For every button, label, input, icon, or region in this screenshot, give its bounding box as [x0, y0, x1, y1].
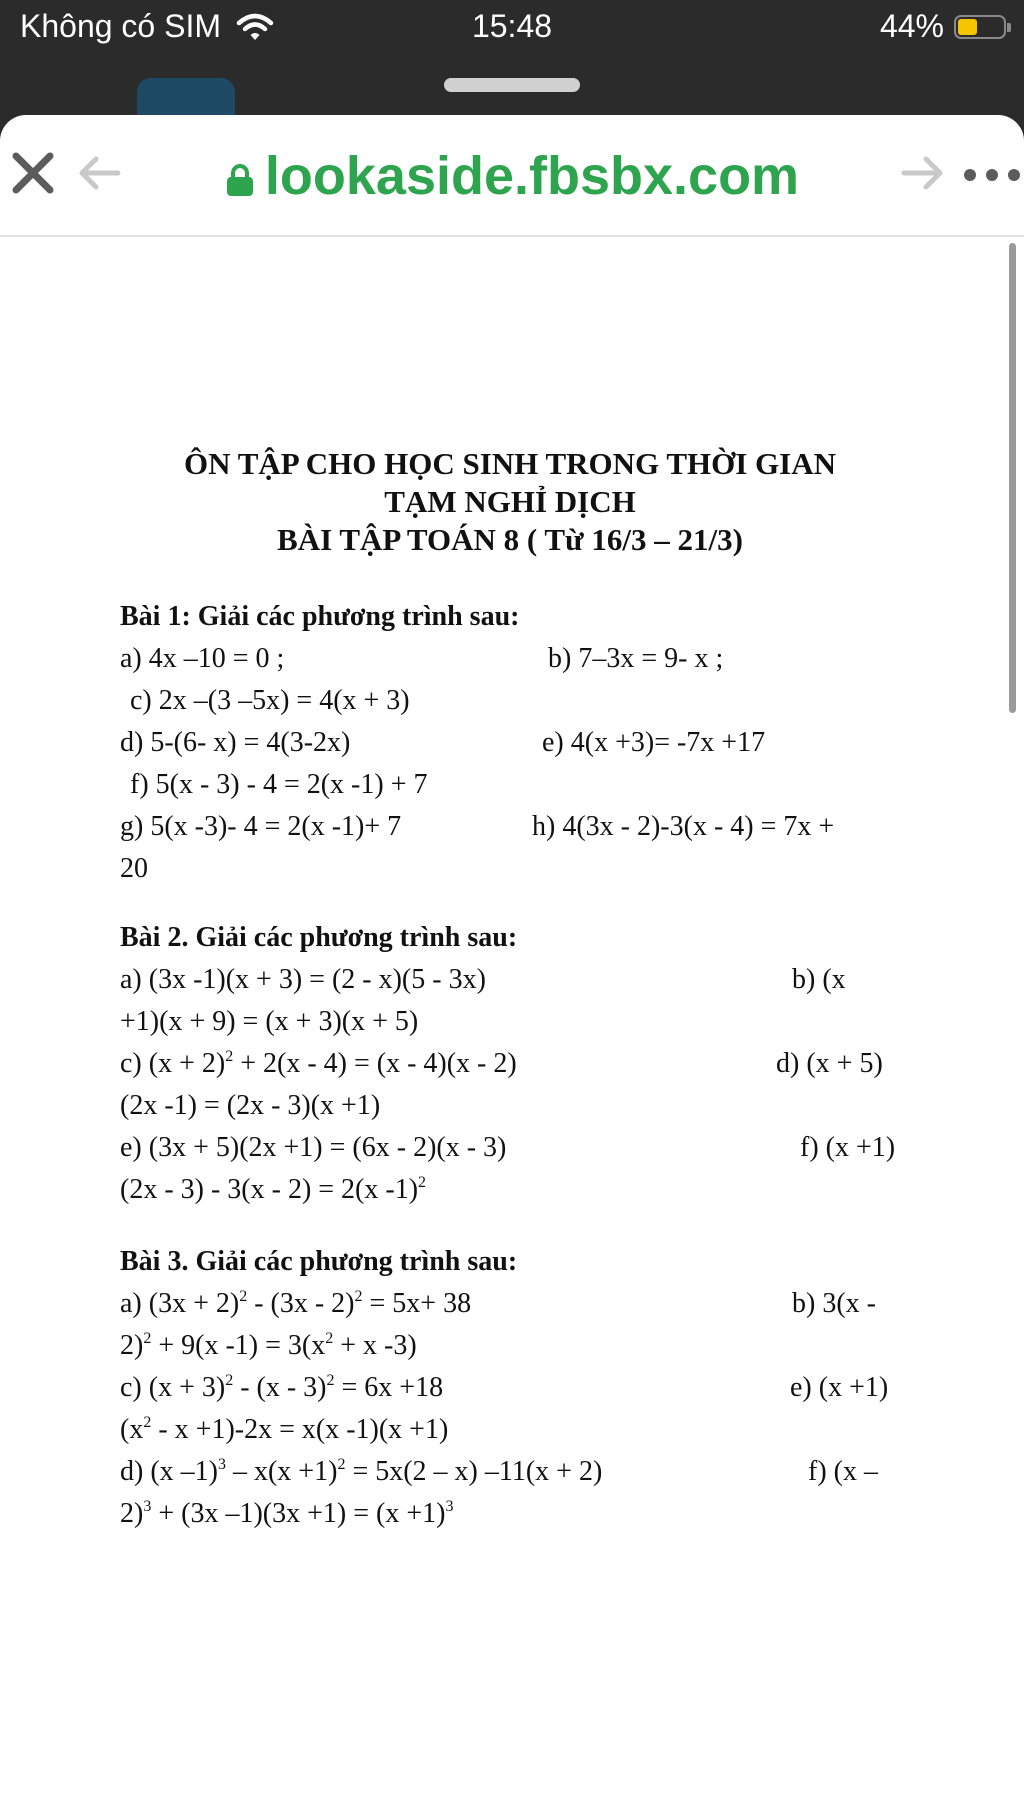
bai2-heading: Bài 2. Giải các phương trình sau: — [120, 922, 518, 953]
bai1-b: b) 7–3x = 9- x ; — [548, 643, 724, 674]
bai1-h: h) 4(3x - 2)-3(x - 4) = 7x + — [532, 811, 835, 842]
url-text: lookaside.fbsbx.com — [264, 146, 800, 206]
carrier-label: Không có SIM — [20, 8, 221, 44]
bai1-f: f) 5(x - 3) - 4 = 2(x -1) + 7 — [130, 769, 428, 800]
forward-arrow-icon[interactable] — [900, 153, 946, 193]
bai3-e: e) (x +1) — [790, 1372, 889, 1403]
battery-group — [880, 8, 1006, 45]
url-field[interactable] — [0, 145, 1024, 207]
bai3-b-cont: 2)$^2$ + 9(x $-1) = 3(x^2 + x$ -3) — [120, 1330, 417, 1361]
bai3-b: b) 3(x - — [792, 1288, 876, 1319]
doc-title-line-3: BÀI TẬP TOÁN 8 ( Từ 16/3 – 21/3) — [277, 522, 743, 557]
bai2-d: d) (x + 5) — [776, 1048, 883, 1079]
bai3-f: f) (x – — [808, 1456, 878, 1487]
bai2-d-cont: (2x -1) = (2x - 3)(x +1) — [120, 1090, 381, 1121]
battery-percent: 44% — [879, 8, 944, 44]
sheet-grabber[interactable] — [444, 78, 580, 92]
bai1-c: c) 2x –(3 –5x) = 4(x + 3) — [130, 685, 410, 716]
bai3-d: d) (x $-1)^3 - x(x +1)^2 = 5x(2 - x)$ –11(x + 2) — [120, 1456, 603, 1487]
bai3-f-cont: 2)$^3$ + (3x $-1)(3x +1) = (x +1)^3$ — [120, 1498, 454, 1529]
clock: 15:48 — [471, 8, 553, 44]
more-options-icon[interactable] — [962, 167, 1022, 183]
lock-icon — [225, 162, 255, 198]
bai1-a: a) 4x –10 = 0 ; — [120, 643, 285, 674]
bai3-a: a) $(3x + 2)^2 - (3x - 2)^2 = 5x+ 38$ — [120, 1288, 472, 1319]
doc-title-line-1: ÔN TẬP CHO HỌC SINH TRONG THỜI GIAN — [184, 446, 836, 481]
bai2-e: e) (3x + 5)(2x +1) = (6x - 2)(x - 3) — [120, 1132, 507, 1163]
scrollbar[interactable] — [1009, 243, 1016, 713]
doc-title-line-2: TẠM NGHỈ DỊCH — [384, 484, 636, 519]
bai2-b: b) (x — [792, 964, 846, 995]
bai2-f-cont: (2x - 3) - 3(x - 2) = 2(x -1)$^2$ — [120, 1174, 427, 1205]
battery-fill — [958, 19, 977, 35]
bai3-e-cont: $(x^2 - x +1)-2x = x(x$ -1)(x +1) — [120, 1414, 449, 1445]
bai1-h-cont: 20 — [120, 853, 148, 884]
url-bar — [0, 115, 1024, 237]
bai1-d: d) 5-(6- x) = 4(3-2x) — [120, 727, 351, 758]
bai1-e: e) 4(x +3)= -7x +17 — [542, 727, 766, 758]
bai1-heading: Bài 1: Giải các phương trình sau: — [120, 601, 520, 632]
browser-sheet — [0, 115, 1024, 1820]
bai2-b-cont: +1)(x + 9) = (x + 3)(x + 5) — [120, 1006, 419, 1037]
bai3-heading: Bài 3. Giải các phương trình sau: — [120, 1246, 518, 1277]
battery-icon — [954, 15, 1006, 39]
bai1-g: g) 5(x -3)- 4 = 2(x -1)+ 7 — [120, 811, 402, 842]
bai2-a: a) (3x -1)(x + 3) = (2 - x)(5 - 3x) — [120, 964, 486, 995]
bai3-c: c) $(x + 3)^2 - (x - 3)^2 = 6x +18$ — [120, 1372, 444, 1403]
status-bar — [0, 0, 1024, 60]
bai2-c: c) $(x + 2)^2 + 2(x - 4) = (x - 4)(x - 2)$ — [120, 1048, 517, 1079]
bai2-f: f) (x +1) — [800, 1132, 896, 1163]
